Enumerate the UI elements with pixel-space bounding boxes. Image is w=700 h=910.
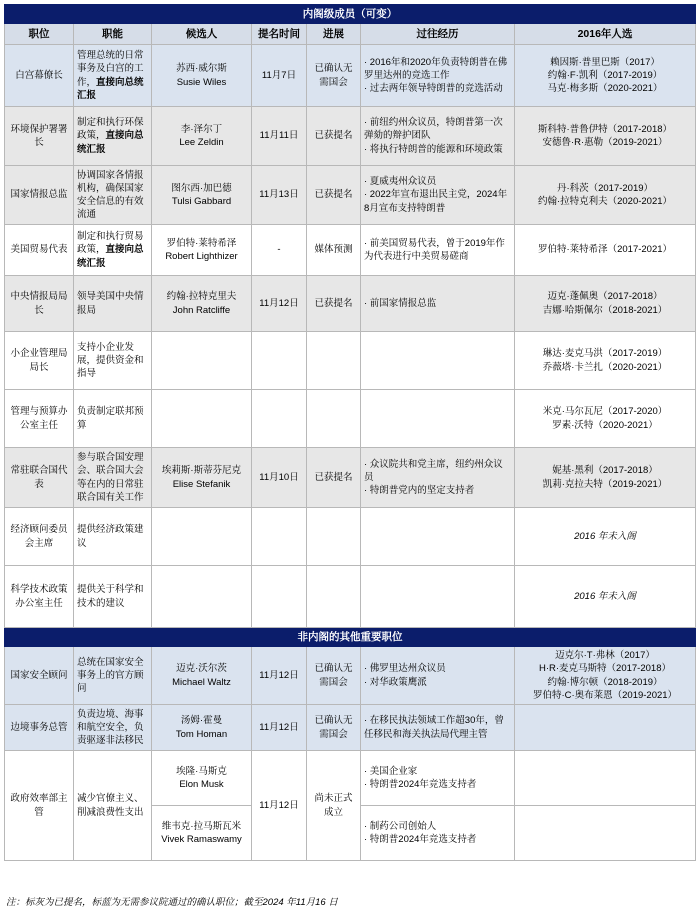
candidate-name-cn: 约翰·拉特克里夫	[166, 291, 237, 303]
table-row	[5, 225, 696, 276]
candidate-cell	[152, 166, 252, 225]
experience-line: · 特朗普2024年竞选支持者	[364, 834, 477, 845]
progress-cell: 已确认无需国会	[307, 647, 361, 705]
experience-line: · 2022年宣布退出民主党，2024年8月宣布支持特朗普	[364, 189, 508, 214]
date-cell: 11月13日	[252, 166, 307, 225]
col-header-progress: 进展	[307, 24, 361, 45]
date-cell: 11月12日	[252, 751, 307, 861]
pick-2016-line: 琳达·麦克马洪（2017-2019）	[542, 348, 668, 360]
progress-cell	[307, 390, 361, 448]
footnote: 注：标灰为已提名，标蓝为无需参议院通过的确认职位；截至2024 年11月16 日	[6, 897, 338, 908]
table-row	[5, 647, 696, 705]
experience-cell	[361, 107, 515, 166]
function-text: 管理总统的日常事务及白宫的工作，	[77, 50, 144, 88]
section-header-noncabinet: 非内阁的其他重要职位	[5, 628, 696, 647]
table-row	[5, 508, 696, 566]
col-header-experience: 过往经历	[361, 24, 515, 45]
function-cell	[74, 276, 152, 332]
pick-2016-line: 约翰·F·凯利（2017-2019）	[547, 69, 663, 81]
pick-2016-line: 罗素·沃特（2020-2021）	[552, 419, 658, 431]
experience-line: · 对华政策鹰派	[364, 676, 427, 688]
progress-cell: 已获提名	[307, 448, 361, 508]
candidate-name-cn: 罗伯特·莱特希泽	[166, 237, 237, 249]
candidate-name-en: Tulsi Gabbard	[171, 196, 232, 207]
appointments-table	[4, 4, 696, 861]
candidate-name-en: Elise Stefanik	[172, 478, 231, 490]
table-row	[5, 332, 696, 390]
col-header-2016: 2016年人选	[515, 24, 696, 45]
function-cell	[74, 107, 152, 166]
experience-cell	[361, 45, 515, 107]
function-cell	[74, 390, 152, 448]
pick-2016-line: 妮基·黑利（2017-2018）	[552, 465, 658, 477]
function-cell	[74, 566, 152, 628]
date-cell	[252, 390, 307, 448]
picks-2016-cell	[515, 276, 696, 332]
candidate-cell	[152, 806, 252, 861]
experience-line: · 特朗普2024年竞选支持者	[364, 779, 477, 790]
experience-cell	[361, 166, 515, 225]
function-text: 提供经济政策建议	[77, 524, 144, 549]
date-cell: 11月12日	[252, 647, 307, 705]
date-cell: 11月10日	[252, 448, 307, 508]
picks-2016-cell	[515, 45, 696, 107]
function-cell	[74, 166, 152, 225]
progress-cell: 尚未正式成立	[307, 751, 361, 861]
position-cell: 管理与预算办公室主任	[5, 390, 74, 448]
col-header-candidate: 候选人	[152, 24, 252, 45]
function-text: 制定和执行环保政策，	[77, 117, 144, 142]
position-cell: 经济顾问委员会主席	[5, 508, 74, 566]
position-cell: 白宫幕僚长	[5, 45, 74, 107]
experience-line: · 前美国贸易代表，曾于2019年作为代表进行中美贸易磋商	[364, 237, 505, 262]
position-cell: 政府效率部主管	[5, 751, 74, 861]
progress-cell: 媒体预测	[307, 225, 361, 276]
position-cell: 小企业管理局局长	[5, 332, 74, 390]
candidate-cell	[152, 390, 252, 448]
position-cell: 边境事务总管	[5, 705, 74, 751]
candidate-cell	[152, 566, 252, 628]
function-emphasis: 直接向总统汇报	[77, 130, 144, 155]
date-cell: 11月11日	[252, 107, 307, 166]
position-cell: 常驻联合国代表	[5, 448, 74, 508]
progress-cell: 已确认无需国会	[307, 705, 361, 751]
experience-cell	[361, 647, 515, 705]
function-emphasis: 直接向总统汇报	[77, 244, 144, 269]
position-cell: 美国贸易代表	[5, 225, 74, 276]
function-cell: 减少官僚主义、削减浪费性支出	[74, 751, 152, 861]
pick-2016-line: 约翰·拉特克利夫（2020-2021）	[537, 196, 673, 207]
candidate-name-en: Robert Lighthizer	[165, 251, 238, 262]
function-cell	[74, 448, 152, 508]
picks-2016-cell	[515, 225, 696, 276]
experience-line: · 在移民执法领域工作超30年，曾任移民和海关执法局代理主管	[364, 715, 504, 740]
function-cell	[74, 508, 152, 566]
function-text: 领导美国中央情报局	[77, 291, 144, 316]
position-cell: 环境保护署署长	[5, 107, 74, 166]
section-header-cabinet: 内阁级成员（可变）	[5, 5, 696, 24]
pick-2016-line: 罗伯特·C·奥布莱恩（2019-2021）	[532, 689, 678, 701]
col-header-position: 职位	[5, 24, 74, 45]
table-row	[5, 276, 696, 332]
candidate-cell	[152, 647, 252, 705]
date-cell: 11月12日	[252, 276, 307, 332]
table-row	[5, 448, 696, 508]
picks-2016-cell	[515, 647, 696, 705]
candidate-cell	[152, 751, 252, 806]
pick-2016-line: 乔薇塔·卡兰扎（2020-2021）	[542, 361, 668, 373]
candidate-name-en: Vivek Ramaswamy	[161, 834, 242, 845]
candidate-name-en: Tom Homan	[175, 728, 228, 740]
picks-2016-cell: 2016 年未入阁	[515, 566, 696, 628]
pick-2016-line: 约翰·博尔顿（2018-2019）	[547, 676, 663, 688]
function-cell	[74, 225, 152, 276]
picks-2016-cell	[515, 107, 696, 166]
experience-line: · 制药公司创始人	[364, 820, 437, 832]
function-text: 制定和执行贸易政策，	[77, 231, 144, 256]
position-cell: 科学技术政策办公室主任	[5, 566, 74, 628]
function-text: 负责制定联邦预算	[77, 406, 144, 431]
position-cell: 国家情报总监	[5, 166, 74, 225]
table-row	[5, 566, 696, 628]
candidate-cell	[152, 276, 252, 332]
progress-cell	[307, 508, 361, 566]
candidate-cell	[152, 225, 252, 276]
date-cell	[252, 566, 307, 628]
col-header-function: 职能	[74, 24, 152, 45]
experience-line: · 美国企业家	[364, 765, 418, 777]
table-row	[5, 166, 696, 225]
experience-line: · 2016年和2020年负责特朗普在佛罗里达州的竞选工作	[364, 56, 508, 81]
column-header-row	[5, 24, 696, 45]
picks-2016-cell	[515, 390, 696, 448]
picks-2016-cell	[515, 705, 696, 751]
candidate-cell	[152, 448, 252, 508]
candidate-name-cn: 维韦克·拉马斯瓦米	[161, 820, 242, 832]
candidate-name-cn: 图尔西·加巴德	[171, 182, 232, 194]
progress-cell	[307, 332, 361, 390]
progress-cell: 已获提名	[307, 166, 361, 225]
table-row	[5, 705, 696, 751]
function-cell: 负责边境、海事和航空安全，负责驱逐非法移民	[74, 705, 152, 751]
experience-line: · 前纽约州众议员，特朗普第一次弹劾的辩护团队	[364, 117, 503, 142]
function-cell	[74, 332, 152, 390]
experience-line: · 过去两年领导特朗普的竞选活动	[364, 83, 503, 95]
pick-2016-line: H·R·麦克马斯特（2017-2018）	[539, 663, 671, 675]
candidate-name-cn: 埃隆·马斯克	[176, 765, 227, 777]
pick-2016-line: 丹·科茨（2017-2019）	[556, 182, 654, 194]
experience-line: · 特朗普党内的坚定支持者	[364, 485, 475, 497]
candidate-name-en: Michael Waltz	[172, 676, 231, 688]
candidate-cell	[152, 705, 252, 751]
experience-cell	[361, 448, 515, 508]
candidate-cell	[152, 45, 252, 107]
date-cell: 11月7日	[252, 45, 307, 107]
progress-cell: 已获提名	[307, 276, 361, 332]
experience-cell	[361, 806, 515, 861]
date-cell	[252, 332, 307, 390]
pick-2016-line: 凯莉·克拉夫特（2019-2021）	[542, 478, 668, 490]
progress-cell: 已确认无需国会	[307, 45, 361, 107]
section-row	[5, 628, 696, 647]
position-cell: 国家安全顾问	[5, 647, 74, 705]
pick-2016-line: 迈克·蓬佩奥（2017-2018）	[547, 291, 663, 303]
progress-cell	[307, 566, 361, 628]
function-text: 参与联合国安理会、联合国大会等在内的日常驻联合国有关工作	[77, 452, 144, 503]
candidate-name-en: Susie Wiles	[176, 76, 227, 88]
position-cell: 中央情报局局长	[5, 276, 74, 332]
function-cell: 总统在国家安全事务上的官方顾问	[74, 647, 152, 705]
date-cell: -	[252, 225, 307, 276]
col-header-date: 提名时间	[252, 24, 307, 45]
candidate-name-cn: 迈克·沃尔茨	[176, 663, 227, 675]
pick-2016-line: 安德鲁·R·惠勒（2019-2021）	[542, 137, 668, 148]
candidate-cell	[152, 332, 252, 390]
function-cell	[74, 45, 152, 107]
table-row	[5, 751, 696, 806]
pick-2016-line: 迈克尔·T·弗林（2017）	[555, 650, 655, 662]
picks-2016-cell	[515, 806, 696, 861]
table-body	[5, 5, 696, 861]
experience-cell	[361, 225, 515, 276]
table-row	[5, 390, 696, 448]
table-row	[5, 107, 696, 166]
experience-cell	[361, 390, 515, 448]
candidate-name-en: John Ratcliffe	[172, 304, 231, 316]
experience-cell	[361, 566, 515, 628]
candidate-name-en: Elon Musk	[179, 779, 224, 790]
progress-cell: 已获提名	[307, 107, 361, 166]
candidate-cell	[152, 508, 252, 566]
picks-2016-cell	[515, 448, 696, 508]
experience-line: · 将执行特朗普的能源和环境政策	[364, 143, 503, 155]
pick-2016-line: 罗伯特·莱特希泽（2017-2021）	[537, 244, 673, 256]
experience-cell	[361, 276, 515, 332]
candidate-name-cn: 苏西·威尔斯	[176, 63, 227, 75]
picks-2016-cell	[515, 751, 696, 806]
function-text: 支持小企业发展，提供资金和指导	[77, 341, 144, 380]
pick-2016-line: 米克·马尔瓦尼（2017-2020）	[542, 406, 668, 418]
experience-cell	[361, 751, 515, 806]
date-cell	[252, 508, 307, 566]
experience-cell	[361, 705, 515, 751]
pick-2016-line: 斯科特·普鲁伊特（2017-2018）	[537, 123, 673, 135]
date-cell: 11月12日	[252, 705, 307, 751]
picks-2016-cell	[515, 332, 696, 390]
experience-line: · 众议院共和党主席，纽约州众议员	[364, 458, 503, 483]
experience-line: · 佛罗里达州众议员	[364, 663, 446, 675]
pick-2016-line: 马克·梅多斯（2020-2021）	[547, 83, 663, 95]
experience-cell	[361, 508, 515, 566]
pick-2016-line: 吉娜·哈斯佩尔（2018-2021）	[542, 304, 668, 316]
picks-2016-cell	[515, 166, 696, 225]
experience-line: · 夏威夷州众议员	[364, 176, 437, 188]
picks-2016-cell: 2016 年未入阁	[515, 508, 696, 566]
candidate-name-cn: 汤姆·霍曼	[180, 715, 223, 727]
table-row	[5, 45, 696, 107]
candidate-name-cn: 李·泽尔丁	[180, 123, 223, 135]
experience-cell	[361, 332, 515, 390]
function-text: 协调国家各情报机构，确保国家安全信息的有效流通	[77, 169, 144, 221]
function-text: 提供关于科学和技术的建议	[77, 584, 144, 609]
experience-line: · 前国家情报总监	[364, 297, 437, 309]
candidate-cell	[152, 107, 252, 166]
function-emphasis: 直接向总统汇报	[77, 76, 144, 101]
pick-2016-line: 赖因斯·普里巴斯（2017）	[550, 56, 660, 68]
candidate-name-en: Lee Zeldin	[179, 137, 224, 148]
candidate-name-cn: 埃莉斯·斯蒂芬尼克	[161, 465, 242, 477]
